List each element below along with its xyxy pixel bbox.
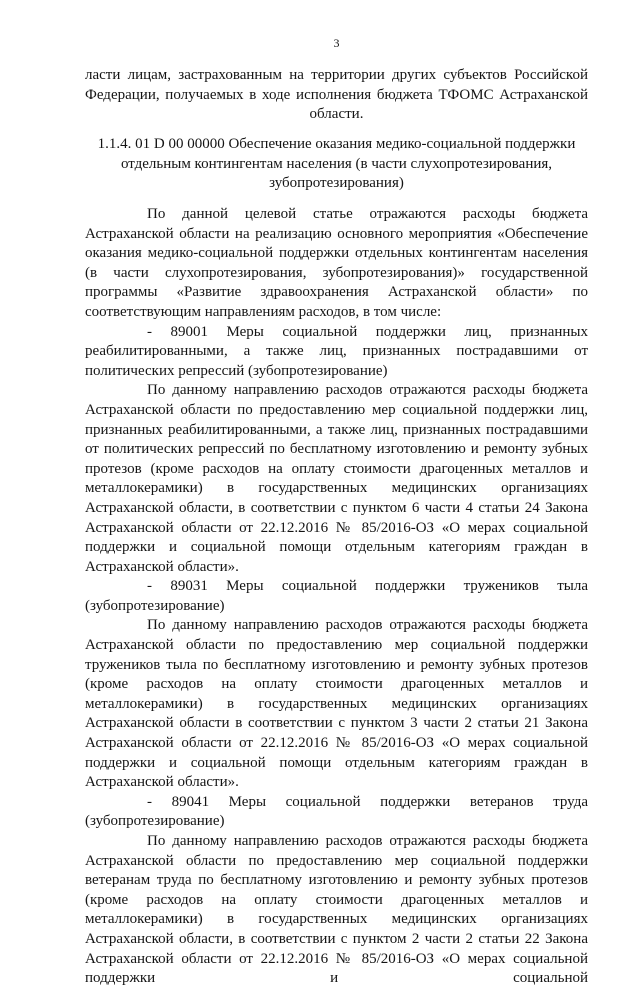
body-text: [85, 205, 588, 989]
paragraph: По данной целевой статье отражаются расходы бюджета Астраханской области на реализацию основного мероприятия «Обеспечение оказания медико-социальной поддержки отдельных контингентам населения (в части слухопротезирования, зубопротезирования)» государственной программы «Развитие здравоохранения Астраханской области» по соответствующим направлениям расходов, в том числе:: [85, 206, 588, 320]
paragraph: По данному направлению расходов отражаются расходы бюджета Астраханской области по предоставлению мер социальной поддержки лиц, признанных реабилитированными, а также лиц, признанных пострадавшими от политических репрессий по бесплатному изготовлению и ремонту зубных протезов (кроме расходов на оплату стоимости драгоценных металлов и металлокерамики) в государственных медицинских организациях Астраханской области, в соответствии с пунктом 6 части 4 статьи 24 Закона Астраханской области от 22.12.2016 № 85/2016-ОЗ «О мерах социальной поддержки и социальной помощи отдельным категориям граждан в Астраханской области».: [85, 382, 588, 575]
paragraph: По данному направлению расходов отражаются расходы бюджета Астраханской области по предоставлению мер социальной поддержки ветеранам труда по бесплатному изготовлению и ремонту зубных протезов (кроме расходов на оплату стоимости драгоценных металлов и металлокерамики) в государственных медицинских организациях Астраханской области, в соответствии с пунктом 2 части 2 статьи 22 Закона Астраханской области от 22.12.2016 № 85/2016-ОЗ «О мерах социальной поддержки и социальной: [85, 833, 588, 987]
paragraph-item-89031: - 89031 Меры социальной поддержки тружеников тыла (зубопротезирование): [85, 578, 588, 614]
paragraph: По данному направлению расходов отражаются расходы бюджета Астраханской области по предоставлению мер социальной поддержки тружеников тыла по бесплатному изготовлению и ремонту зубных протезов (кроме расходов на оплату стоимости драгоценных металлов и металлокерамики) в государственных медицинских организациях Астраханской области в соответствии с пунктом 3 части 2 статьи 21 Закона Астраханской области от 22.12.2016 № 85/2016-ОЗ «О мерах социальной поддержки и социальной помощи отдельным категориям граждан в Астраханской области».: [85, 617, 588, 791]
paragraph-item-89001: - 89001 Меры социальной поддержки лиц, признанных реабилитированными, а также лиц, признанных пострадавшими от политических репрессий (зубопротезирование): [85, 323, 588, 379]
section-heading-block: [85, 135, 588, 194]
intro-paragraph: ласти лицам, застрахованным на территории других субъектов Российской Федерации, получаемых в ходе исполнения бюджета ТФОМС Астраханской области.: [85, 67, 588, 123]
page-number: 3: [333, 36, 340, 50]
section-heading: 1.1.4. 01 D 00 00000 Обеспечение оказания медико-социальной поддержки отдельным контингентам населения (в части слухопротезирования, зубопротезирования): [97, 136, 576, 192]
paragraph-item-89041: - 89041 Меры социальной поддержки ветеранов труда (зубопротезирование): [85, 793, 588, 830]
intro-block: [85, 66, 588, 125]
